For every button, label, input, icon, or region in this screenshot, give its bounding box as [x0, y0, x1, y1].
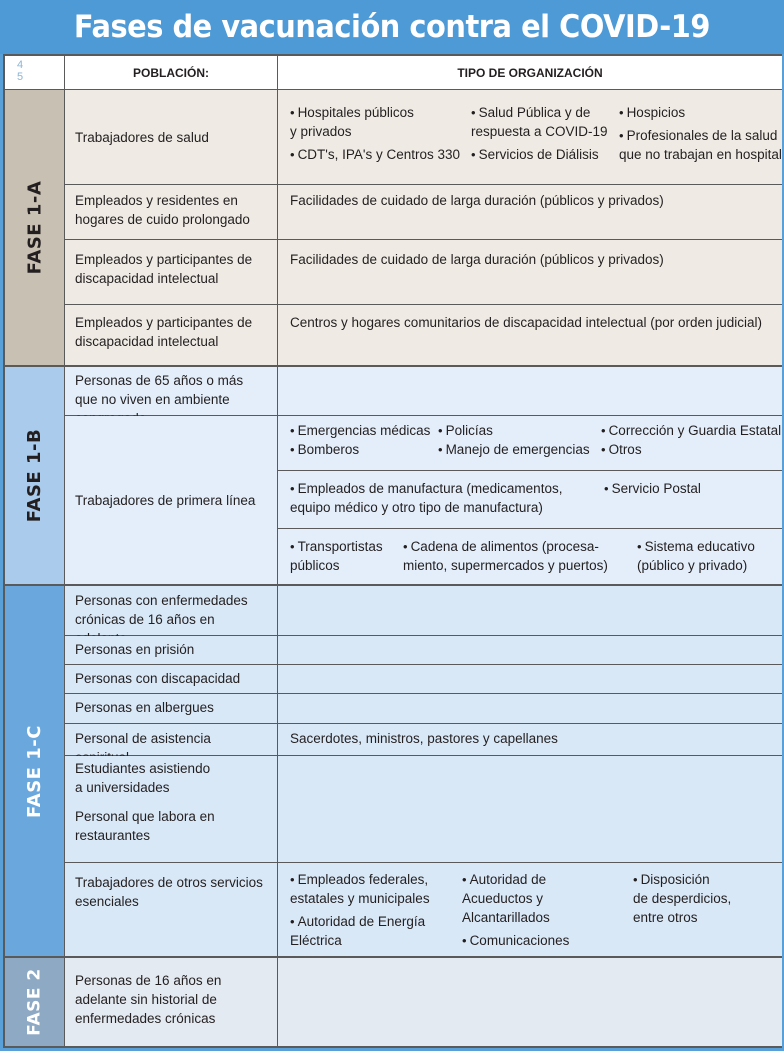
pop-trabajadores-salud: Trabajadores de salud — [65, 90, 278, 185]
list-item: • CDT's, IPA's y Centros 330 — [290, 145, 460, 164]
pop-enfermedades-cronicas: Personas con enfermedades crónicas de 16 años en — [65, 586, 278, 636]
phase-label-2: FASE 2 — [5, 958, 65, 1046]
list-item: públicos — [290, 558, 340, 573]
org-enfermedades-cronicas — [278, 586, 782, 636]
pop-primera-linea: Trabajadores de primera línea — [65, 416, 278, 586]
list-item: • Policías — [438, 421, 493, 440]
pop-discapacidad-intelectual-2: Empleados y participantes de discapacidad intelectual — [65, 305, 278, 367]
org-asistencia-espiritual: Sacerdotes, ministros, pastores y capellanes — [278, 724, 782, 756]
phase-label-1c: FASE 1-C — [5, 586, 65, 958]
list-item: • Hospicios — [619, 103, 685, 122]
list-item: • Profesionales de la salud — [619, 126, 777, 145]
org-servicios-esenciales — [278, 863, 782, 958]
list-item: • Emergencias médicas — [290, 421, 430, 440]
pop-servicios-esenciales: Trabajadores de otros servicios esenciales — [65, 863, 278, 958]
list-item: estatales y municipales — [290, 891, 430, 906]
org-primera-linea-emergencias — [278, 416, 782, 471]
pop-asistencia-espiritual: Personal de asistencia — [65, 724, 278, 756]
list-item: Eléctrica — [290, 933, 342, 948]
list-item: (público y privado) — [637, 558, 748, 573]
corner-label: 4 5 — [17, 59, 24, 83]
list-item: • Sistema educativo — [637, 537, 755, 556]
pop-estudiantes: Estudiantes asistiendo a universidades — [75, 761, 211, 795]
list-item: • Salud Pública y de — [471, 103, 590, 122]
list-item: • Empleados federales, — [290, 870, 428, 889]
header-poblacion: POBLACIÓN: — [65, 56, 278, 90]
pop-hogares-cuido: Empleados y residentes en hogares de cuido prolongado — [65, 185, 278, 240]
list-item: Acueductos y — [462, 891, 544, 906]
list-item: y privados — [290, 124, 352, 139]
org-trabajadores-salud — [278, 90, 782, 185]
org-primera-linea-transporte — [278, 529, 782, 586]
list-item: que no trabajan en hospital — [619, 147, 782, 162]
pop-65-anos: Personas de 65 años o más que no viven en ambiente — [65, 367, 278, 416]
pop-estudiantes-restaurantes — [65, 756, 278, 863]
list-item: entre otros — [633, 910, 698, 925]
list-item: • Disposición — [633, 870, 710, 889]
list-item: respuesta a COVID-19 — [471, 124, 608, 139]
org-albergues — [278, 694, 782, 724]
list-item: • Transportistas — [290, 537, 383, 556]
header-corner — [5, 56, 65, 90]
org-discapacidad — [278, 665, 782, 694]
phase-label-1a: FASE 1-A — [5, 90, 65, 367]
title-banner — [0, 0, 784, 54]
list-item: miento, supermercados y puertos) — [403, 558, 608, 573]
org-16-anos-sin-historial — [278, 958, 782, 1046]
org-65-anos — [278, 367, 782, 416]
org-estudiantes-restaurantes — [278, 756, 782, 863]
list-item: de desperdicios, — [633, 891, 732, 906]
list-item: equipo médico y otro tipo de manufactura) — [290, 500, 543, 515]
list-item: • Cadena de alimentos (procesa- — [403, 537, 599, 556]
pop-restaurantes: Personal que labora en restaurantes — [75, 809, 215, 843]
header-tipo-organizacion: TIPO DE ORGANIZACIÓN — [278, 56, 782, 90]
list-item: • Hospitales públicos — [290, 103, 414, 122]
list-item: • Empleados de manufactura (medicamentos, — [290, 479, 562, 498]
pop-prision: Personas en prisión — [65, 636, 278, 665]
list-item: • Comunicaciones — [462, 931, 569, 950]
vaccination-table — [3, 54, 782, 1048]
list-item: • Otros — [601, 440, 642, 459]
list-item: Alcantarillados — [462, 910, 550, 925]
list-item: • Servicios de Diálisis — [471, 145, 599, 164]
list-item: • Manejo de emergencias — [438, 440, 590, 459]
org-prision — [278, 636, 782, 665]
pop-discapacidad: Personas con discapacidad — [65, 665, 278, 694]
page-title: Fases de vacunación contra el COVID-19 — [74, 9, 710, 45]
org-primera-linea-manufactura — [278, 471, 782, 529]
org-discapacidad-intelectual-1: Facilidades de cuidado de larga duración (públicos y privados) — [278, 240, 782, 305]
org-hogares-cuido: Facilidades de cuidado de larga duración (públicos y privados) — [278, 185, 782, 240]
list-item: • Servicio Postal — [604, 479, 701, 498]
org-discapacidad-intelectual-2: Centros y hogares comunitarios de discapacidad intelectual (por orden judicial) — [278, 305, 782, 367]
pop-16-anos-sin-historial: Personas de 16 años en adelante sin historial de enfermedades crónicas — [65, 958, 278, 1046]
pop-discapacidad-intelectual-1: Empleados y participantes de discapacidad intelectual — [65, 240, 278, 305]
list-item: • Autoridad de Energía — [290, 912, 425, 931]
phase-label-1b: FASE 1-B — [5, 367, 65, 586]
list-item: • Autoridad de — [462, 870, 546, 889]
pop-albergues: Personas en albergues — [65, 694, 278, 724]
list-item: • Bomberos — [290, 440, 359, 459]
list-item: • Corrección y Guardia Estatal — [601, 421, 781, 440]
